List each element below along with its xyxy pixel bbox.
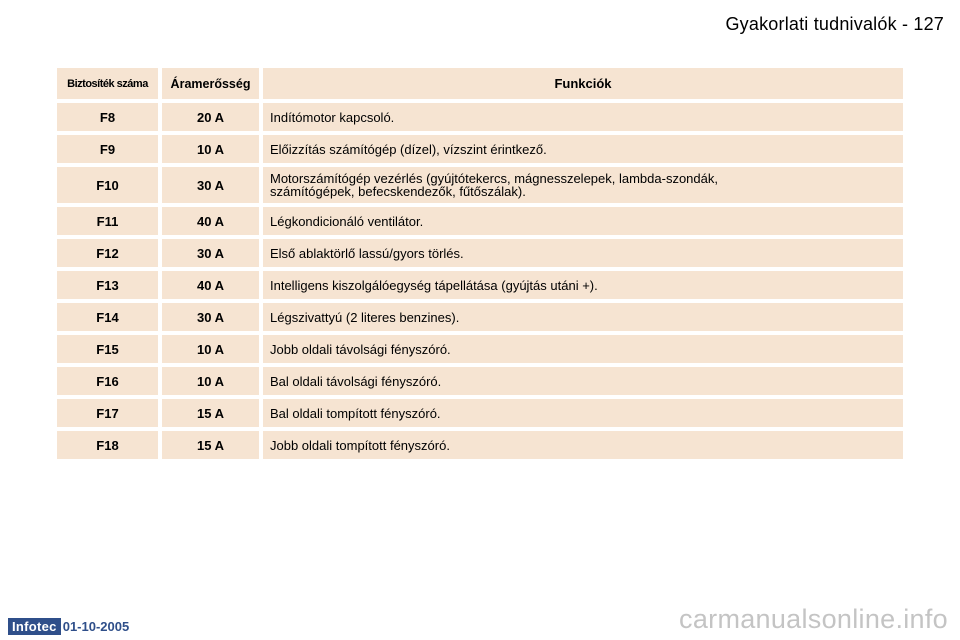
amperage: 20 A <box>162 103 259 131</box>
fuse-number: F13 <box>57 271 158 299</box>
fuse-number: F15 <box>57 335 158 363</box>
table-row <box>57 335 903 363</box>
amperage: 10 A <box>162 335 259 363</box>
table-row <box>57 303 903 331</box>
infotec-logo: Infotec <box>8 618 61 635</box>
function: Jobb oldali tompított fényszóró. <box>263 431 903 459</box>
function: Előizzítás számítógép (dízel), vízszint érintkező. <box>263 135 903 163</box>
fuse-number: F9 <box>57 135 158 163</box>
table-row <box>57 239 903 267</box>
fuse-number: F16 <box>57 367 158 395</box>
footer-badge <box>8 618 129 635</box>
page-title: Gyakorlati tudnivalók - 127 <box>725 14 944 34</box>
fuse-number: F12 <box>57 239 158 267</box>
fuse-number: F10 <box>57 167 158 203</box>
amperage: 40 A <box>162 207 259 235</box>
table-row <box>57 367 903 395</box>
header-function: Funkciók <box>263 68 903 99</box>
table-row <box>57 399 903 427</box>
function <box>263 167 903 203</box>
function: Légszivattyú (2 literes benzines). <box>263 303 903 331</box>
function-line: Motorszámítógép vezérlés (gyújtótekercs, mágnesszelepek, lambda-szondák, <box>270 171 718 186</box>
table-row <box>57 431 903 459</box>
amperage: 30 A <box>162 303 259 331</box>
table-row <box>57 135 903 163</box>
header-fuse-number: Biztosíték száma <box>57 68 158 99</box>
amperage: 15 A <box>162 431 259 459</box>
table-header-row <box>57 68 903 99</box>
table-row <box>57 207 903 235</box>
function: Első ablaktörlő lassú/gyors törlés. <box>263 239 903 267</box>
amperage: 30 A <box>162 167 259 203</box>
footer-date: 01-10-2005 <box>62 619 130 634</box>
fuse-table <box>57 68 903 463</box>
fuse-number: F8 <box>57 103 158 131</box>
fuse-number: F17 <box>57 399 158 427</box>
table-row <box>57 103 903 131</box>
function-line: számítógépek, befecskendezők, fűtőszálak). <box>270 184 526 199</box>
function: Bal oldali tompított fényszóró. <box>263 399 903 427</box>
function: Indítómotor kapcsoló. <box>263 103 903 131</box>
table-row <box>57 167 903 203</box>
function: Bal oldali távolsági fényszóró. <box>263 367 903 395</box>
function: Jobb oldali távolsági fényszóró. <box>263 335 903 363</box>
header-amperage: Áramerősség <box>162 68 259 99</box>
amperage: 15 A <box>162 399 259 427</box>
fuse-number: F11 <box>57 207 158 235</box>
amperage: 10 A <box>162 135 259 163</box>
function: Légkondicionáló ventilátor. <box>263 207 903 235</box>
table-row <box>57 271 903 299</box>
function: Intelligens kiszolgálóegység tápellátása (gyújtás utáni +). <box>263 271 903 299</box>
fuse-number: F14 <box>57 303 158 331</box>
fuse-number: F18 <box>57 431 158 459</box>
amperage: 30 A <box>162 239 259 267</box>
watermark: carmanualsonline.info <box>679 604 948 634</box>
amperage: 40 A <box>162 271 259 299</box>
amperage: 10 A <box>162 367 259 395</box>
